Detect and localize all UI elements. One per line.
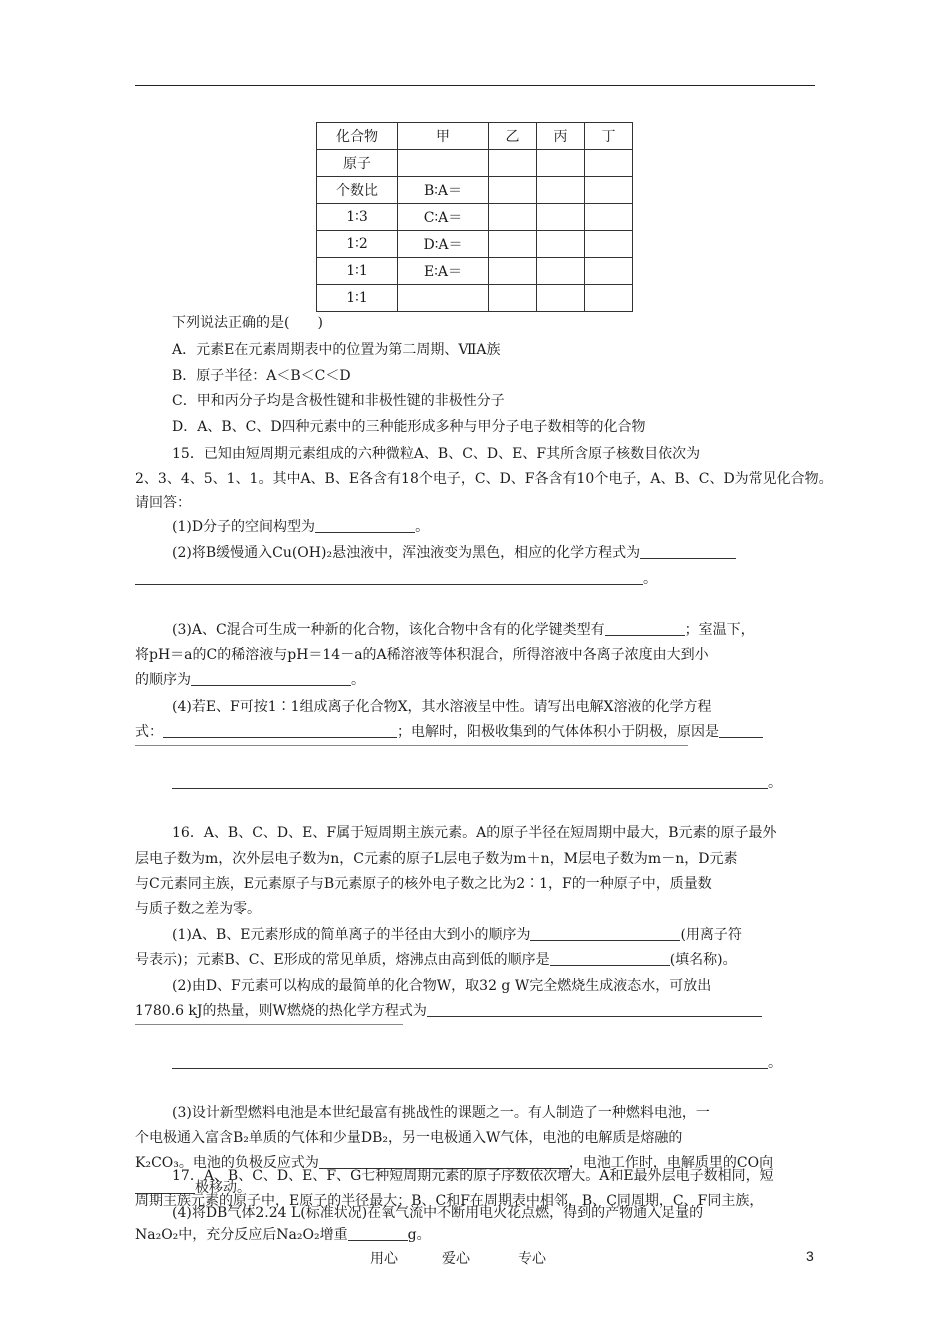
table-header-cell: 化合物: [317, 123, 398, 150]
q17-stem-line1: 17．A、B、C、D、E、F、G七种短周期元素的原子序数依次增大。A和E最外层电子数相同，短: [172, 1168, 774, 1184]
footer-slogan: 用心: [370, 1251, 398, 1267]
table-cell: [489, 285, 537, 312]
footer-slogan: 爱心: [442, 1251, 470, 1267]
q15-part4-line2: [135, 719, 815, 745]
q15-part3-text: (3)A、C混合可生成一种新的化合物，该化合物中含有的化学键类型有: [172, 622, 605, 638]
table-cell: [585, 150, 633, 177]
q15-part3-line1: [172, 617, 815, 643]
q16-part1-text2: 号表示)；元素B、C、E形成的常见单质，熔沸点由高到低的顺序是: [135, 952, 550, 968]
table-cell: B∶A＝: [398, 177, 489, 204]
table-cell: [537, 231, 585, 258]
q16-part4-line2: [135, 1222, 815, 1248]
table-cell: E∶A＝: [398, 258, 489, 285]
q15-part2-cont: [135, 566, 815, 592]
q15-stem-line2: 2、3、4、5、1、1。其中A、B、E各含有18个电子，C、D、F各含有10个电子，A、B、C、D为常见化合物。: [135, 471, 833, 487]
answer-blank[interactable]: [172, 1052, 768, 1069]
answer-rule: [135, 1024, 403, 1025]
table-cell: [489, 177, 537, 204]
q16-part2-text: 1780.6 kJ的热量，则W燃烧的热化学方程式为: [135, 1003, 427, 1019]
table-row: [317, 150, 633, 177]
table-row: [317, 231, 633, 258]
table-row: [317, 204, 633, 231]
table-cell: [585, 204, 633, 231]
q17-stem-line2: 周期主族元素的原子中，E原子的半径最大；B、C和F在周期表中相邻，B、C同周期，C、F同主族，: [135, 1193, 764, 1209]
table-cell: [489, 258, 537, 285]
table-cell: C∶A＝: [398, 204, 489, 231]
table-row: [317, 177, 633, 204]
q16-part3-end: 极移动。: [195, 1180, 251, 1196]
table-cell: [585, 285, 633, 312]
page-number: 3: [806, 1248, 814, 1264]
q16-part3-tail: ，电池工作时，电解质里的CO向: [568, 1155, 774, 1171]
q16-part1-line2: [135, 947, 815, 973]
q15-part3-line3: [135, 667, 815, 693]
q16-stem-line2: 层电子数为m，次外层电子数为n，C元素的原子L层电子数为m＋n，M层电子数为m－n，D元素: [135, 851, 738, 867]
period: 。: [643, 571, 657, 587]
table-cell: 1∶3: [317, 204, 398, 231]
table-header-cell: 丙: [537, 123, 585, 150]
q16-stem-line4: 与质子数之差为零。: [135, 901, 261, 917]
period: 。: [768, 775, 782, 791]
table-cell: [537, 150, 585, 177]
q16-part1-line1: [172, 922, 815, 948]
q14-option-a: A．元素E在元素周期表中的位置为第二周期、ⅦA族: [172, 342, 501, 358]
answer-blank[interactable]: [315, 516, 415, 533]
q15-part4-line1: (4)若E、F可按1∶1组成离子化合物X，其水溶液呈中性。请写出电解X溶液的化学方程: [172, 699, 712, 715]
q16-part4-text: Na₂O₂中，充分反应后Na₂O₂增重: [135, 1227, 348, 1243]
table-header-cell: 乙: [489, 123, 537, 150]
table-header-cell: 甲: [398, 123, 489, 150]
q14-option-d: D．A、B、C、D四种元素中的三种能形成多种与甲分子电子数相等的化合物: [172, 419, 646, 435]
q16-stem-line3: 与C元素同主族，E元素原子与B元素原子的核外电子数之比为2∶1，F的一种原子中，质量数: [135, 876, 712, 892]
answer-blank[interactable]: [135, 568, 643, 585]
table-cell: [537, 258, 585, 285]
table-header-cell: 丁: [585, 123, 633, 150]
table-row: [317, 258, 633, 285]
q16-part1-tail2: (填名称)。: [669, 952, 737, 968]
q16-part3-text: K₂CO₃。电池的负极反应式为: [135, 1155, 319, 1171]
q16-stem-line1: 16．A、B、C、D、E、F属于短周期主族元素。A的原子半径在短周期中最大，B元素的原子最外: [172, 825, 777, 841]
q15-part4-text: ；电解时，阳极收集到的气体体积小于阴极，原因是: [397, 724, 719, 740]
table-cell: [398, 150, 489, 177]
table-cell: 1∶1: [317, 285, 398, 312]
answer-blank[interactable]: [719, 721, 763, 738]
q14-option-b: B．原子半径：A＜B＜C＜D: [172, 368, 351, 384]
answer-blank[interactable]: [172, 772, 768, 789]
table-cell: [537, 177, 585, 204]
answer-rule: [135, 745, 688, 746]
q15-part3-line2: 将pH＝a的C的稀溶液与pH＝14－a的A稀溶液等体积混合，所得溶液中各离子浓度由大到小: [135, 647, 709, 663]
q15-part4-cont: [172, 770, 815, 796]
header-rule: [135, 85, 815, 86]
table-cell: [489, 231, 537, 258]
q14-stem: 下列说法正确的是( ): [172, 315, 323, 331]
answer-blank[interactable]: [640, 542, 736, 559]
q15-part1-text: (1)D分子的空间构型为: [172, 519, 316, 535]
q16-part3-line2: 个电极通入富含B₂单质的气体和少量DB₂，另一电极通入W气体，电池的电解质是熔融的: [135, 1130, 683, 1146]
q15-part3-order-text: 的顺序为: [135, 672, 191, 688]
q16-part2-cont: [172, 1050, 815, 1076]
q15-part2: [172, 540, 815, 566]
q14-option-c: C．甲和丙分子均是含极性键和非极性键的非极性分子: [172, 393, 505, 409]
answer-blank[interactable]: [163, 721, 397, 738]
table-cell: D∶A＝: [398, 231, 489, 258]
period: 。: [351, 672, 365, 688]
q16-part2-line1: (2)由D、F元素可以构成的最简单的化合物W，取32 g W完全燃烧生成液态水，可放出: [172, 978, 712, 994]
q16-part1-tail: (用离子符: [680, 927, 742, 943]
table-cell: 1∶1: [317, 258, 398, 285]
table-cell: [585, 258, 633, 285]
table-header-row: [317, 123, 633, 150]
q15-part1: [172, 514, 815, 540]
q16-part4-line1: (4)将DB气体2.24 L(标准状况)在氧气流中不断用电火花点燃，得到的产物通入足量的: [172, 1205, 704, 1221]
q15-part3-tail: ；室温下，: [684, 622, 755, 638]
table-cell: [489, 150, 537, 177]
table-row: [317, 285, 633, 312]
q15-part2-text: (2)将B缓慢通入Cu(OH)₂悬浊液中，浑浊液变为黑色，相应的化学方程式为: [172, 545, 641, 561]
atom-ratio-table: [316, 122, 633, 312]
table-cell: 1∶2: [317, 231, 398, 258]
table-cell: [585, 231, 633, 258]
table-cell: [489, 204, 537, 231]
table-cell: [537, 204, 585, 231]
table-cell: [398, 285, 489, 312]
table-cell: 原子: [317, 150, 398, 177]
answer-blank[interactable]: [427, 1000, 762, 1017]
table-cell: [537, 285, 585, 312]
q15-stem-line3: 请回答：: [135, 495, 191, 511]
q16-part2-line2: [135, 998, 815, 1024]
q16-part4-end: g。: [407, 1227, 431, 1243]
period: 。: [768, 1055, 782, 1071]
q16-part3-line1: (3)设计新型燃料电池是本世纪最富有挑战性的课题之一。有人制造了一种燃料电池，一: [172, 1105, 710, 1121]
answer-blank[interactable]: [530, 924, 680, 941]
q15-part4-prefix: 式：: [135, 724, 163, 740]
answer-blank[interactable]: [191, 669, 351, 686]
table-cell: [585, 177, 633, 204]
q15-stem-line1: 15．已知由短周期元素组成的六种微粒A、B、C、D、E、F其所含原子核数目依次为: [172, 446, 701, 462]
answer-blank[interactable]: [550, 949, 670, 966]
q16-part1-text: (1)A、B、E元素形成的简单离子的半径由大到小的顺序为: [172, 927, 531, 943]
table-cell: 个数比: [317, 177, 398, 204]
answer-blank[interactable]: [605, 619, 685, 636]
footer-slogan: 专心: [518, 1251, 546, 1267]
period: 。: [415, 519, 430, 535]
answer-blank[interactable]: [348, 1224, 408, 1241]
